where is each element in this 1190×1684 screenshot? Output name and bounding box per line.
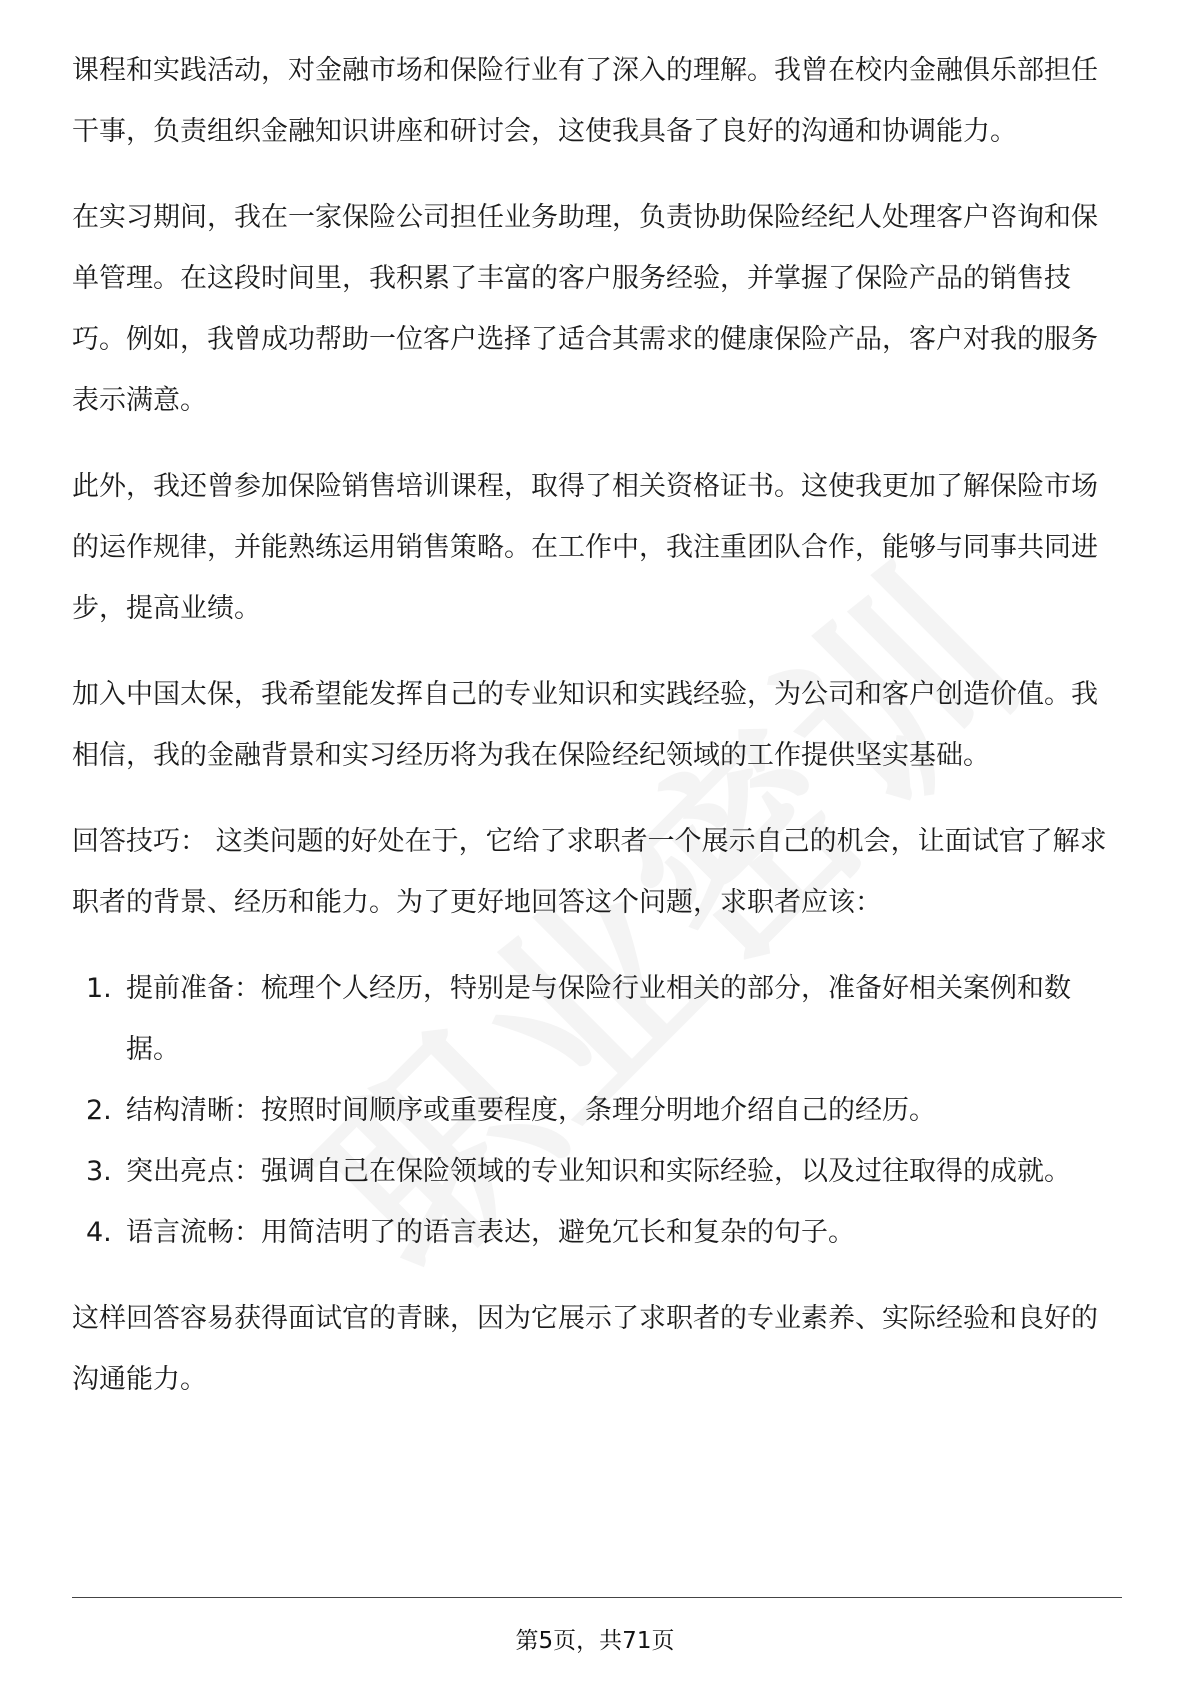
list-item-number: 4. bbox=[86, 1217, 112, 1248]
page-number: 第5页，共71页 bbox=[515, 1628, 675, 1654]
list-item-text: 提前准备：梳理个人经历，特别是与保险行业相关的部分，准备好相关案例和数据。 bbox=[126, 973, 1071, 1065]
paragraph-closing: 这样回答容易获得面试官的青睐，因为它展示了求职者的专业素养、实际经验和良好的沟通能力。 bbox=[72, 1303, 1098, 1395]
paragraph-internship: 在实习期间，我在一家保险公司担任业务助理，负责协助保险经纪人处理客户咨询和保单管理。在这段时间里，我积累了丰富的客户服务经验，并掌握了保险产品的销售技巧。例如，我曾成功帮助一位客户选择了适合其需求的健康保险产品，客户对我的服务表示满意。 bbox=[72, 202, 1098, 416]
list-item bbox=[72, 1080, 1122, 1141]
paragraph-training: 此外，我还曾参加保险销售培训课程，取得了相关资格证书。这使我更加了解保险市场的运作规律，并能熟练运用销售策略。在工作中，我注重团队合作，能够与同事共同进步，提高业绩。 bbox=[72, 471, 1098, 624]
paragraph-answer-tips: 回答技巧： 这类问题的好处在于，它给了求职者一个展示自己的机会，让面试官了解求职者的背景、经历和能力。为了更好地回答这个问题，求职者应该： bbox=[72, 826, 1107, 918]
document-body bbox=[72, 40, 1122, 1410]
footer-divider bbox=[72, 1597, 1122, 1598]
list-item-text: 结构清晰：按照时间顺序或重要程度，条理分明地介绍自己的经历。 bbox=[126, 1095, 936, 1126]
paragraph-education: 课程和实践活动，对金融市场和保险行业有了深入的理解。我曾在校内金融俱乐部担任干事，负责组织金融知识讲座和研讨会，这使我具备了良好的沟通和协调能力。 bbox=[72, 55, 1098, 147]
list-item bbox=[72, 1141, 1122, 1202]
list-item-number: 1. bbox=[86, 973, 112, 1004]
list-item-text: 语言流畅：用简洁明了的语言表达，避免冗长和复杂的句子。 bbox=[126, 1217, 855, 1248]
list-item bbox=[72, 1202, 1122, 1263]
list-item-number: 2. bbox=[86, 1095, 112, 1126]
list-item-number: 3. bbox=[86, 1156, 112, 1187]
list-item bbox=[72, 958, 1122, 1080]
paragraph-motivation: 加入中国太保，我希望能发挥自己的专业知识和实践经验，为公司和客户创造价值。我相信，我的金融背景和实习经历将为我在保险经纪领域的工作提供坚实基础。 bbox=[72, 679, 1098, 771]
tips-list bbox=[72, 958, 1122, 1263]
list-item-text: 突出亮点：强调自己在保险领域的专业知识和实际经验，以及过往取得的成就。 bbox=[126, 1156, 1071, 1187]
